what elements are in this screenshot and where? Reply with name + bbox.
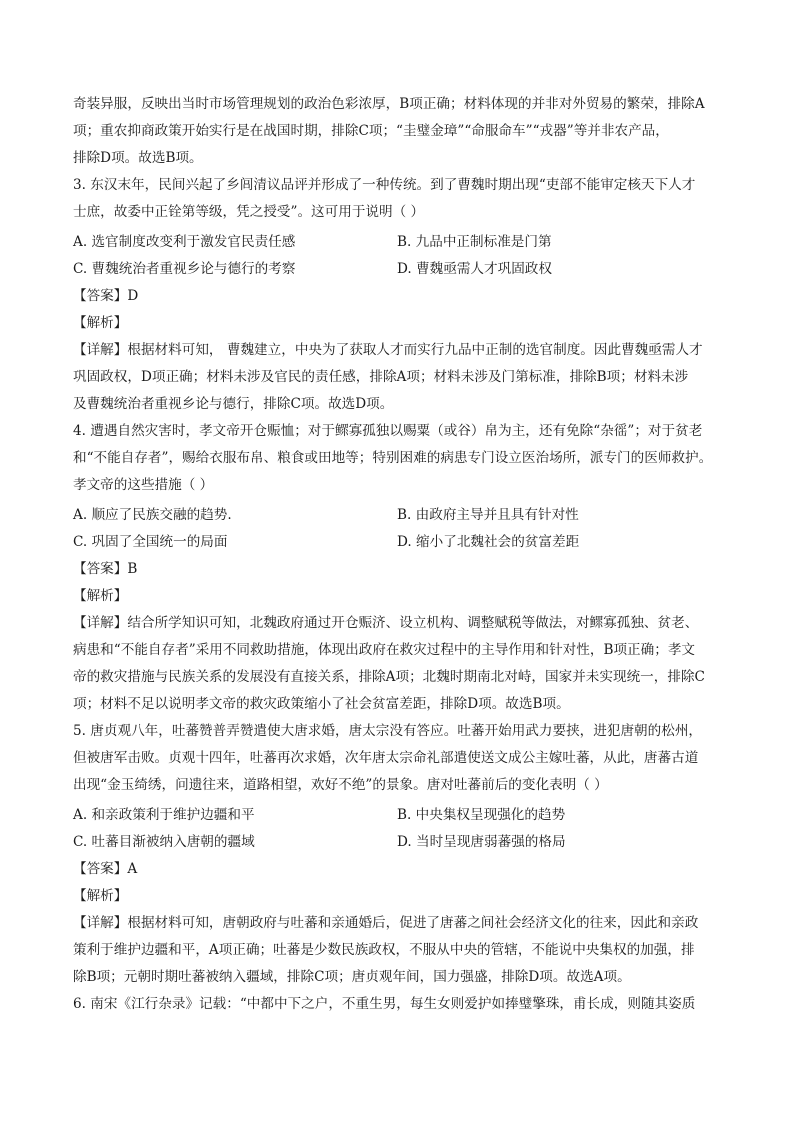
q6-stem-line: 6. 南宋《江行杂录》记载：“中都中下之户，不重生男，每生女则爱护如捧璧擎珠，甫长成，则随其姿质 [73, 996, 696, 1012]
q5-option-a: A. 和亲政策利于维护边疆和平 [73, 807, 255, 823]
q3-option-b: B. 九品中正制标准是门第 [397, 234, 552, 250]
q3-option-a: A. 选官制度改变利于激发官民责任感 [73, 234, 296, 250]
q4-detail-line: 【详解】结合所学知识可知，北魏政府通过开仓赈济、设立机构、调整赋税等做法，对鳏寡孤独、贫老、 [73, 615, 699, 631]
q5-option-b: B. 中央集权呈现强化的趋势 [397, 807, 566, 823]
q5-option-c: C. 吐蕃目渐被纳入唐朝的疆域 [73, 834, 255, 850]
q5-analysis-label: 【解析】 [73, 888, 128, 904]
q4-stem-line: 和“不能自存者”，赐给衣服布帛、粮食或田地等；特别困难的病患专门设立医治场所，派专门的医师救护。 [73, 450, 713, 466]
q4-detail-line: 项；材料不足以说明孝文帝的救灾政策缩小了社会贫富差距，排除D项。故选B项。 [73, 696, 570, 712]
text-line: 项；重农抑商政策开始实行是在战国时期，排除C项；“圭璧金璋”“命服命车”“戎器”等并非农产品， [73, 123, 669, 139]
q5-stem-line: 出现“金玉绮绣，问遗往来，道路相望，欢好不绝”的景象。唐对吐蕃前后的变化表明（ ） [73, 777, 608, 793]
q4-stem-line: 4. 遭遇自然灾害时，孝文帝开仓赈恤；对于鳏寡孤独以赐粟（或谷）帛为主，还有免除“杂徭”；对于贫老 [73, 423, 703, 439]
q3-stem-line: 士庶，故委中正铨第等级，凭之授受”。这可用于说明（ ） [73, 204, 425, 220]
q4-option-a: A. 顺应了民族交融的趋势. [73, 507, 232, 523]
q5-stem-line: 但被唐军击败。贞观十四年，吐蕃再次求婚，次年唐太宗命礼部遣使送文成公主嫁吐蕃，从此，唐蕃古道 [73, 750, 699, 766]
q4-detail-line: 帝的救灾措施与民族关系的发展没有直接关系，排除A项；北魏时期南北对峙，国家并未实现统一，排除C [73, 669, 705, 685]
q5-option-d: D. 当时呈现唐弱蕃强的格局 [397, 834, 566, 850]
q3-detail-line: 巩固政权，D项正确；材料未涉及官民的责任感，排除A项；材料未涉及门第标准，排除B项；材料未涉 [73, 369, 689, 385]
q4-option-b: B. 由政府主导并且具有针对性 [397, 507, 579, 523]
q3-detail-line: 【详解】根据材料可知， 曹魏建立，中央为了获取人才而实行九品中正制的选官制度。因此曹魏亟需人才 [73, 342, 703, 358]
q3-detail-line: 及曹魏统治者重视乡论与德行，排除C项。故选D项。 [73, 396, 394, 412]
q5-detail-line: 除B项；元朝时期吐蕃被纳入疆域，排除C项；唐贞观年间，国力强盛，排除D项。故选A项。 [73, 969, 631, 985]
q3-analysis-label: 【解析】 [73, 315, 128, 331]
q3-answer: 【答案】D [73, 288, 139, 304]
q3-stem-line: 3. 东汉末年，民间兴起了乡闾清议品评并形成了一种传统。到了曹魏时期出现“吏部不能审定核天下人才 [73, 177, 696, 193]
q3-option-d: D. 曹魏亟需人才巩固政权 [397, 261, 552, 277]
q4-option-d: D. 缩小了北魏社会的贫富差距 [397, 534, 580, 550]
q4-option-c: C. 巩固了全国统一的局面 [73, 534, 228, 550]
text-line: 排除D项。故选B项。 [73, 150, 203, 166]
q4-detail-line: 病患和“不能自存者”采用不同救助措施，体现出政府在救灾过程中的主导作用和针对性，B项正确；孝文 [73, 642, 696, 658]
q5-detail-line: 策利于维护边疆和平，A项正确；吐蕃是少数民族政权，不服从中央的管辖，不能说中央集权的加强，排 [73, 942, 695, 958]
q4-answer: 【答案】B [73, 561, 138, 577]
q4-analysis-label: 【解析】 [73, 588, 128, 604]
q5-answer: 【答案】A [73, 861, 138, 877]
q3-option-c: C. 曹魏统治者重视乡论与德行的考察 [73, 261, 296, 277]
q5-stem-line: 5. 唐贞观八年，吐蕃赞普弄赞遣使大唐求婚，唐太宗没有答应。吐蕃开始用武力要挟，进犯唐朝的松州， [73, 723, 703, 739]
text-line: 奇装异服，反映出当时市场管理规划的政治色彩浓厚，B项正确；材料体现的并非对外贸易的繁荣，排除A [73, 96, 705, 112]
q5-detail-line: 【详解】根据材料可知，唐朝政府与吐蕃和亲通婚后，促进了唐蕃之间社会经济文化的往来，因此和亲政 [73, 915, 699, 931]
q4-stem-line: 孝文帝的这些措施（ ） [73, 477, 214, 493]
